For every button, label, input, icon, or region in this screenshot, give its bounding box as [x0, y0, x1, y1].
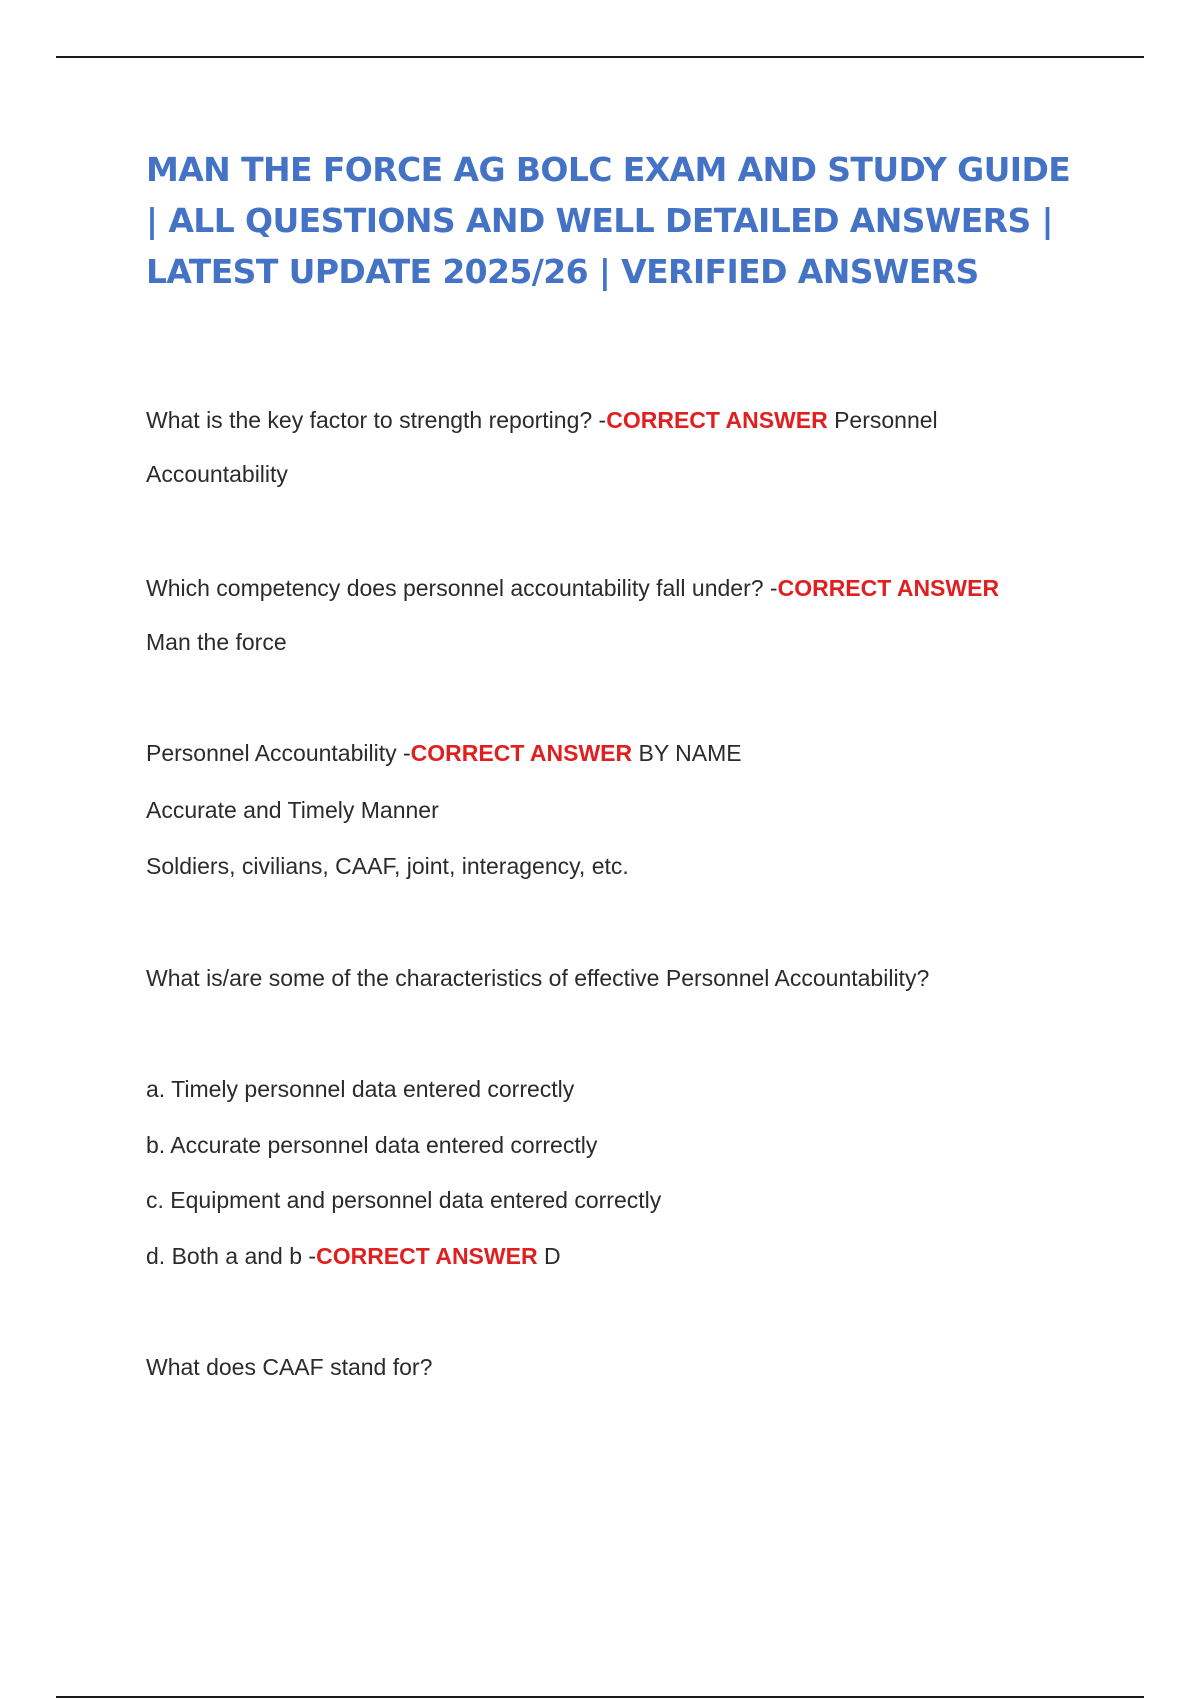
question-5: What does CAAF stand for?: [146, 1354, 433, 1380]
bottom-rule: [56, 1696, 1144, 1698]
option-b: b. Accurate personnel data entered correctly: [146, 1132, 598, 1158]
question-2-text: Which competency does personnel accountability fall under? -: [146, 575, 778, 601]
question-3-text: Personnel Accountability -: [146, 740, 411, 766]
title-line-2: | ALL QUESTIONS AND WELL DETAILED ANSWERS |: [146, 201, 1053, 240]
question-3: [146, 738, 742, 768]
answer-4-text: D: [537, 1243, 561, 1269]
correct-answer-label: CORRECT ANSWER: [316, 1243, 538, 1269]
answer-2-continued: Man the force: [146, 629, 287, 655]
option-d-text: d. Both a and b -: [146, 1243, 317, 1269]
correct-answer-label: CORRECT ANSWER: [410, 740, 633, 766]
option-a: a. Timely personnel data entered correctly: [146, 1076, 575, 1102]
option-c: c. Equipment and personnel data entered correctly: [146, 1187, 662, 1213]
title-line-3: LATEST UPDATE 2025/26 | VERIFIED ANSWERS: [146, 252, 979, 291]
answer-3-line-2: Soldiers, civilians, CAAF, joint, interagency, etc.: [146, 853, 629, 879]
answer-1-text: Personnel: [827, 407, 938, 433]
option-d: [146, 1241, 561, 1271]
question-4: What is/are some of the characteristics of effective Personnel Accountability?: [146, 965, 930, 991]
question-1-text: What is the key factor to strength reporting? -: [146, 407, 607, 433]
correct-answer-label: CORRECT ANSWER: [777, 575, 1000, 601]
top-rule: [56, 56, 1144, 58]
correct-answer-label: CORRECT ANSWER: [606, 407, 828, 433]
document-title: [146, 144, 1106, 297]
title-line-1: MAN THE FORCE AG BOLC EXAM AND STUDY GUIDE: [146, 150, 1071, 189]
answer-3-text: BY NAME: [632, 740, 742, 766]
answer-3-line-1: Accurate and Timely Manner: [146, 797, 439, 823]
answer-1-continued: Accountability: [146, 461, 288, 487]
question-2: [146, 573, 999, 603]
question-1: [146, 405, 938, 435]
